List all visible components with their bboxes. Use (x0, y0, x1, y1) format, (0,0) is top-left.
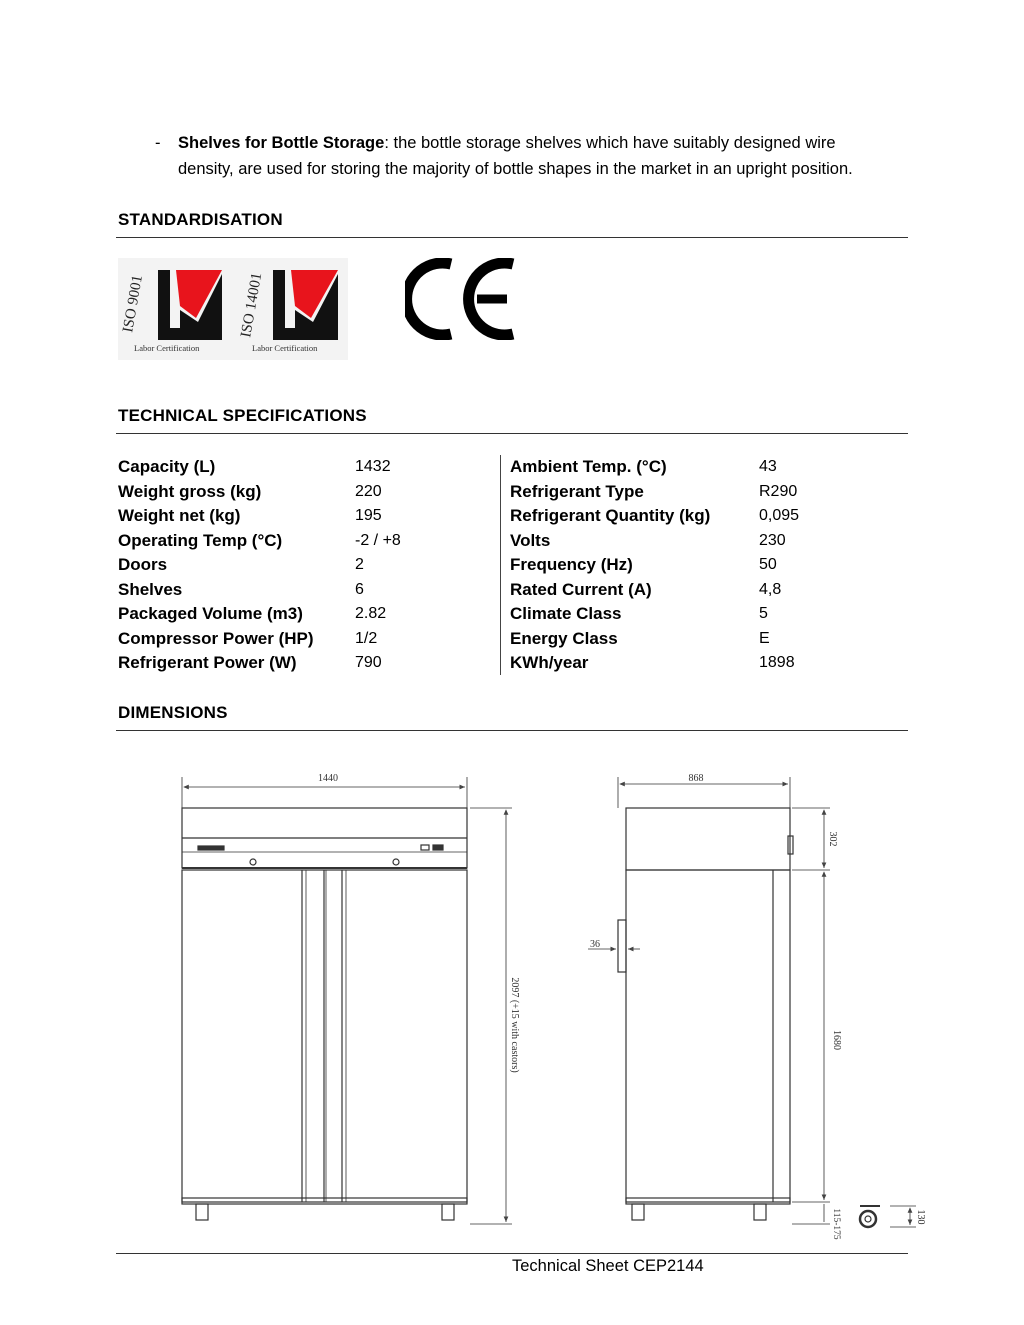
spec-label: Refrigerant Power (W) (118, 653, 297, 672)
spec-row-packaged-volume (118, 602, 303, 627)
iso-9001-mark: ISO 9001 (120, 273, 146, 334)
spec-label: Climate Class (510, 604, 622, 623)
spec-value: E (759, 629, 770, 647)
intro-bold-label: Shelves for Bottle Storage (178, 134, 385, 152)
spec-row-operating-temp (118, 529, 282, 554)
footer-text: Technical Sheet CEP2144 (512, 1257, 704, 1275)
spec-value: 220 (355, 482, 382, 500)
spec-row-compressor-power (118, 627, 314, 652)
spec-label: Volts (510, 530, 551, 550)
spec-value: 1898 (759, 654, 795, 671)
intro-bullet (155, 130, 925, 182)
iso-9001-caption: Labor Certification (134, 343, 200, 353)
spec-label: Capacity (L) (118, 457, 216, 476)
dimensions-heading: DIMENSIONS (118, 703, 228, 722)
handle-depth-label: 36 (590, 939, 600, 950)
castor-height-label: 130 (915, 1209, 926, 1225)
spec-label: Weight net (kg) (118, 506, 241, 525)
spec-label: Energy Class (510, 628, 618, 648)
side-depth-label: 868 (688, 773, 704, 784)
spec-row-doors (118, 553, 167, 578)
intro-text-line2: density, are used for storing the majority of bottle shapes in the market in an upright position. (178, 160, 853, 178)
spec-value: -2 / +8 (355, 531, 401, 549)
spec-row-frequency (510, 553, 633, 578)
front-width-label: 1440 (318, 773, 338, 784)
spec-value: 6 (355, 580, 364, 598)
iso-logos (118, 258, 348, 360)
spec-label: Operating Temp (°C) (118, 530, 283, 550)
body-height-label: 1680 (831, 1030, 842, 1050)
spec-value: 4,8 (759, 580, 782, 598)
spec-value: 43 (759, 458, 777, 475)
front-view (182, 777, 512, 1224)
spec-value: 790 (355, 654, 382, 671)
spec-label: Frequency (Hz) (510, 555, 633, 574)
spec-row-refrigerant-quantity (510, 504, 710, 529)
ce-mark-icon (405, 258, 520, 340)
dimension-drawing (0, 740, 1024, 1250)
spec-value: 195 (355, 507, 382, 524)
side-view (588, 777, 916, 1227)
spec-label: KWh/year (510, 653, 589, 672)
spec-row-weight-net (118, 504, 240, 529)
standardisation-rule (116, 237, 908, 238)
spec-row-refrigerant-type (510, 480, 644, 505)
spec-label: Doors (118, 555, 168, 574)
spec-value: 0,095 (759, 507, 800, 524)
spec-value: 1/2 (355, 629, 378, 647)
spec-value: 5 (759, 605, 768, 622)
spec-row-energy-class (510, 627, 618, 652)
spec-value: 2.82 (355, 605, 387, 622)
technical-heading: TECHNICAL SPECIFICATIONS (118, 406, 367, 425)
spec-row-refrigerant-power (118, 651, 297, 676)
standardisation-heading: STANDARDISATION (118, 210, 283, 229)
spec-value: 230 (759, 531, 786, 549)
front-height-label: 2097 (+15 with castors) (509, 977, 520, 1073)
spec-label: Shelves (118, 579, 183, 599)
bullet-dash: - (155, 134, 161, 152)
spec-row-climate-class (510, 602, 622, 627)
spec-label: Packaged Volume (m3) (118, 604, 303, 623)
iso-14001-caption: Labor Certification (252, 343, 318, 353)
technical-rule (116, 433, 908, 434)
spec-row-shelves (118, 578, 182, 603)
spec-row-volts (510, 529, 550, 554)
intro-text-line1: : the bottle storage shelves which have suitably designed wire (384, 134, 836, 152)
spec-value: 1432 (355, 458, 391, 475)
top-height-label: 302 (827, 831, 838, 847)
spec-label: Refrigerant Type (510, 481, 644, 501)
iso-14001-mark: ISO 14001 (238, 271, 266, 339)
spec-value: 50 (759, 556, 777, 573)
spec-row-rated-current (510, 578, 652, 603)
footer-rule (116, 1253, 908, 1254)
spec-row-kwh-year (510, 651, 588, 676)
spec-label: Compressor Power (HP) (118, 628, 314, 648)
spec-column-separator (500, 455, 501, 675)
spec-row-ambient-temp (510, 455, 667, 480)
spec-value: R290 (759, 482, 798, 500)
spec-label: Ambient Temp. (°C) (510, 457, 667, 476)
spec-label: Refrigerant Quantity (kg) (510, 506, 711, 525)
spec-label: Rated Current (A) (510, 579, 652, 599)
feet-height-label: 115-175 (831, 1208, 841, 1240)
spec-value: 2 (355, 556, 364, 573)
spec-row-weight-gross (118, 480, 261, 505)
spec-label: Weight gross (kg) (118, 481, 262, 501)
spec-row-capacity (118, 455, 215, 480)
dimensions-rule (116, 730, 908, 731)
